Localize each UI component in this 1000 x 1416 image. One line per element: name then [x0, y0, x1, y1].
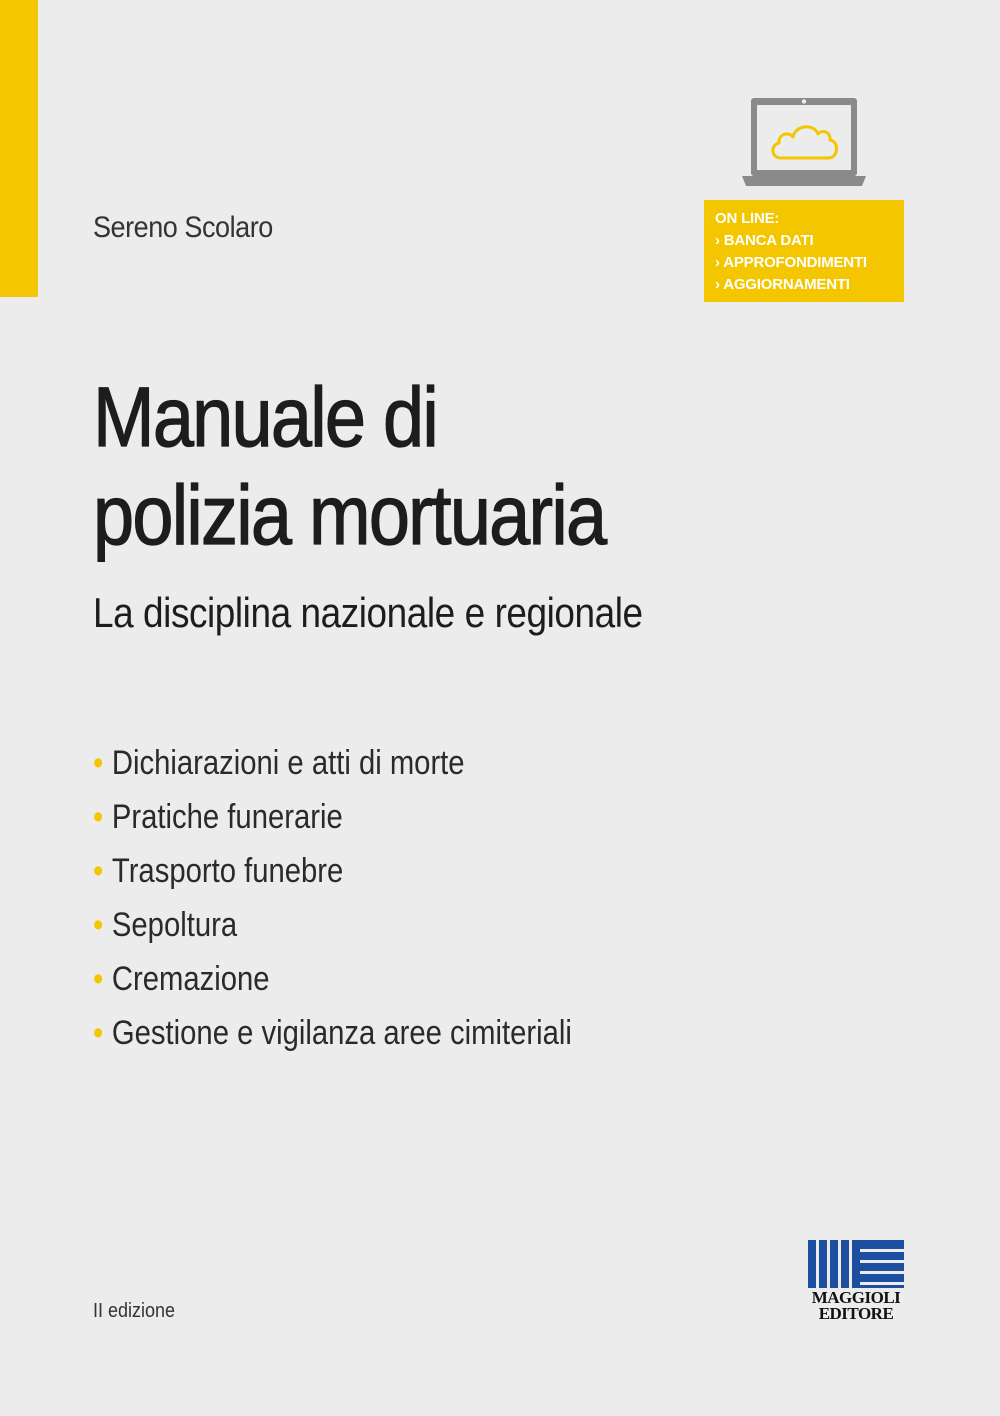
- online-resources-box: [704, 200, 904, 302]
- bullet-dot: •: [93, 852, 104, 890]
- bullet-dot: •: [93, 1014, 104, 1052]
- topics-list: [93, 740, 650, 1064]
- title-line-2: polizia mortuaria: [93, 468, 606, 562]
- title-line-1: Manuale di: [93, 370, 438, 464]
- author-name: Sereno Scolaro: [93, 211, 273, 244]
- book-subtitle: La disciplina nazionale e regionale: [93, 589, 643, 636]
- topic-item: • Gestione e vigilanza aree cimiteriali: [93, 1010, 572, 1064]
- topic-item: • Dichiarazioni e atti di morte: [93, 740, 572, 794]
- online-heading: ON LINE:: [715, 210, 780, 227]
- yellow-accent-bar: [0, 0, 38, 297]
- topic-item: • Pratiche funerarie: [93, 794, 572, 848]
- bullet-dot: •: [93, 798, 104, 836]
- online-item-approfondimenti: › APPROFONDIMENTI: [715, 254, 867, 271]
- topic-item: • Cremazione: [93, 956, 572, 1010]
- online-item-banca-dati: › BANCA DATI: [715, 232, 814, 249]
- bullet-dot: •: [93, 960, 104, 998]
- topic-item: • Sepoltura: [93, 902, 572, 956]
- book-title: [93, 368, 605, 564]
- edition-label: II edizione: [93, 1300, 176, 1322]
- maggioli-logo-mark: [808, 1240, 904, 1288]
- topic-item: • Trasporto funebre: [93, 848, 572, 902]
- online-item-aggiornamenti: › AGGIORNAMENTI: [715, 276, 850, 293]
- bullet-dot: •: [93, 906, 104, 944]
- publisher-name: MAGGIOLI EDITORE: [811, 1288, 901, 1323]
- bullet-dot: •: [93, 744, 104, 782]
- publisher-logo: [808, 1240, 904, 1324]
- laptop-cloud-icon: [740, 96, 868, 188]
